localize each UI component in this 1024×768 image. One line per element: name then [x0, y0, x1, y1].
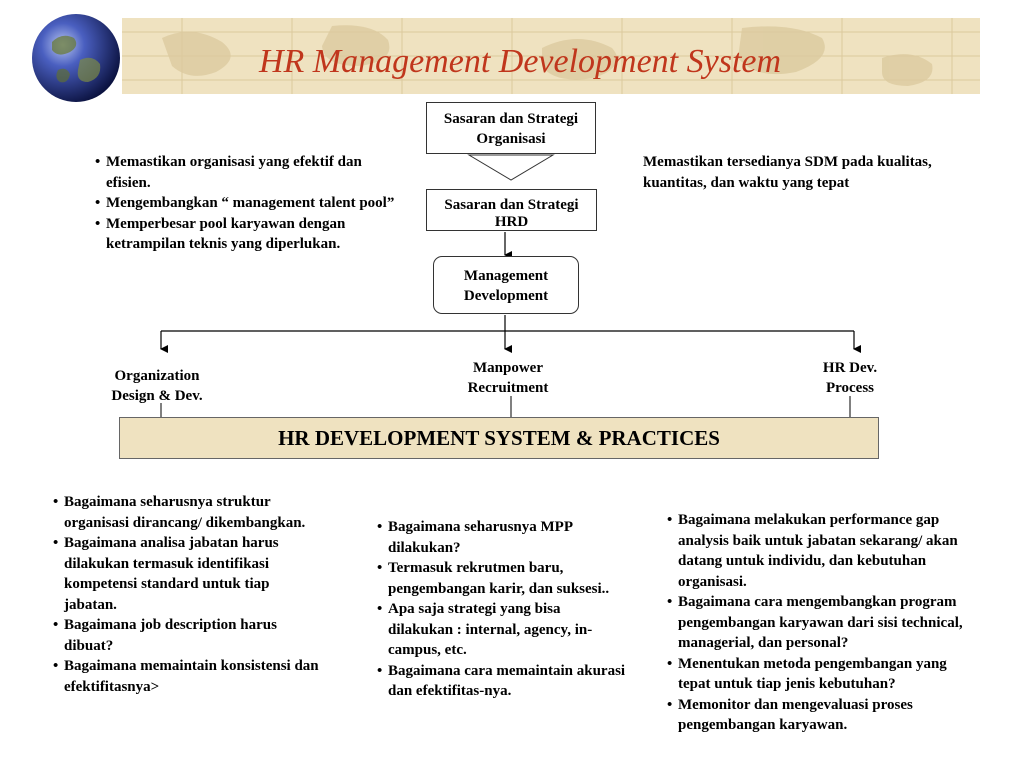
- box-management-development: [433, 256, 579, 314]
- list-item: • Bagaimana memaintain konsistensi dan efektifitasnya>: [53, 656, 323, 697]
- box-sasaran-organisasi: [426, 102, 596, 154]
- list-item: • Mengembangkan “ management talent pool”: [95, 193, 395, 214]
- list-item: • Apa saja strategi yang bisa dilakukan : internal, agency, in-campus, etc.: [377, 599, 629, 661]
- page-title: HR Management Development System: [258, 43, 782, 80]
- list-item: • Bagaimana analisa jabatan harus dilakukan termasuk identifikasi kompetensi standard untuk tiap jabatan.: [53, 533, 323, 615]
- hollow-down-arrow: [469, 155, 553, 180]
- branch-hr-dev-process: [800, 358, 900, 398]
- list-item: • Bagaimana cara mengembangkan program pengembangan karyawan dari sisi technical, managerial, dan personal?: [667, 592, 977, 654]
- left-goals-list: [95, 152, 395, 255]
- label-line: HR Dev.: [822, 360, 878, 376]
- list-item: • Bagaimana melakukan performance gap analysis baik untuk jabatan sekarang/ akan datang untuk individu, dan kebutuhan organisasi.: [667, 510, 977, 592]
- list-item: • Memastikan organisasi yang efektif dan efisien.: [95, 152, 395, 193]
- label-line: Organization: [114, 368, 200, 384]
- box-line: HRD: [494, 214, 529, 230]
- list-item: • Bagaimana seharusnya struktur organisasi dirancang/ dikembangkan.: [53, 492, 323, 533]
- right-goal-note: Memastikan tersedianya SDM pada kualitas, kuantitas, dan waktu yang tepat: [643, 154, 932, 191]
- left-column-list: [53, 492, 323, 697]
- label-line: Process: [825, 380, 875, 396]
- box-line: Sasaran dan Strategi: [444, 197, 579, 213]
- label-line: Recruitment: [467, 380, 549, 396]
- list-item: • Bagaimana job description harus dibuat?: [53, 615, 323, 656]
- box-line: Management: [463, 268, 549, 284]
- box-line: Organisasi: [476, 131, 546, 147]
- label-line: Design & Dev.: [111, 388, 203, 404]
- list-item: • Memperbesar pool karyawan dengan ketrampilan teknis yang diperlukan.: [95, 214, 395, 255]
- branch-organization-design: [92, 366, 222, 406]
- box-sasaran-hrd: [426, 189, 597, 231]
- right-column-list: [667, 510, 977, 736]
- list-item: • Bagaimana cara memaintain akurasi dan efektifitas-nya.: [377, 661, 629, 702]
- box-line: Development: [463, 288, 549, 304]
- list-item: • Bagaimana seharusnya MPP dilakukan?: [377, 517, 629, 558]
- list-item: • Memonitor dan mengevaluasi proses pengembangan karyawan.: [667, 695, 977, 736]
- middle-column-list: [377, 517, 629, 702]
- practices-bar: HR DEVELOPMENT SYSTEM & PRACTICES: [119, 417, 879, 459]
- list-item: • Menentukan metoda pengembangan yang tepat untuk tiap jenis kebutuhan?: [667, 654, 977, 695]
- label-line: Manpower: [473, 360, 543, 376]
- list-item: • Termasuk rekrutmen baru, pengembangan karir, dan suksesi..: [377, 558, 629, 599]
- branch-manpower-recruitment: [448, 358, 568, 398]
- box-line: Sasaran dan Strategi: [443, 111, 579, 127]
